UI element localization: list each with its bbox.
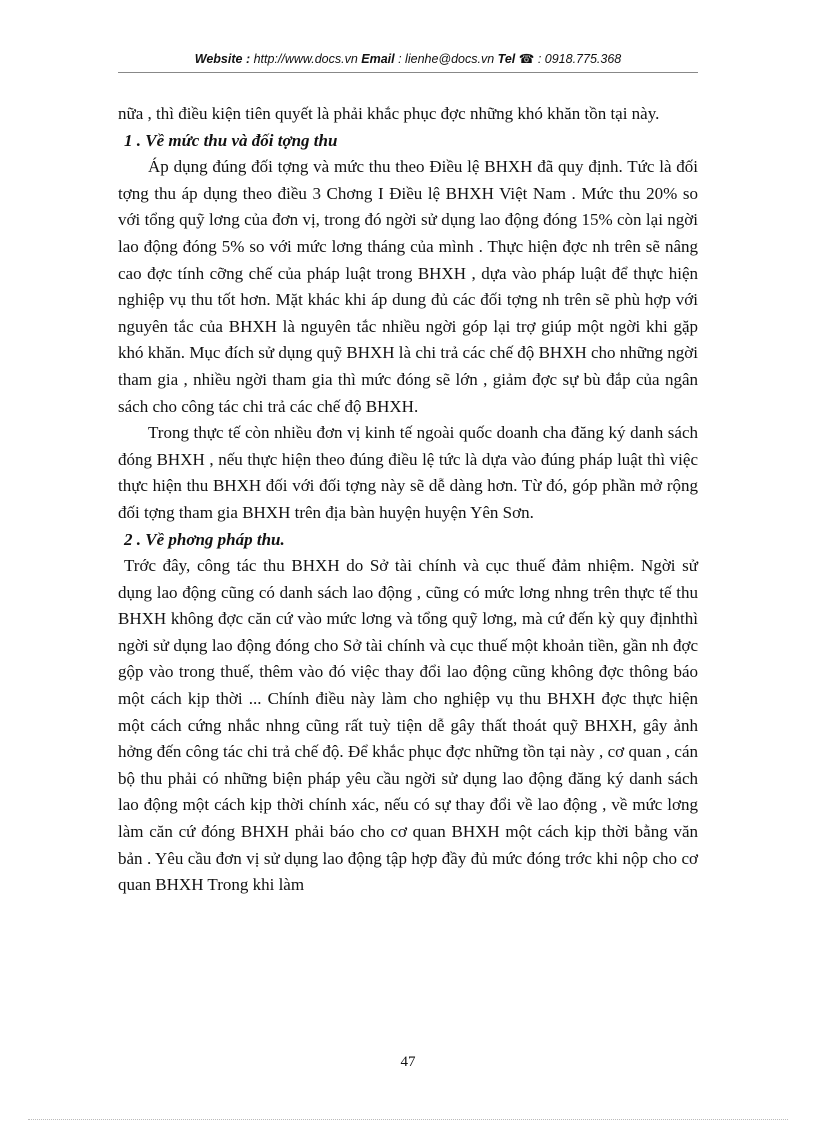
email-address: : lienhe@docs.vn xyxy=(394,52,498,66)
tel-number: : 0918.775.368 xyxy=(534,52,622,66)
section-heading-1: 1 . Về mức thu và đối tợng thu xyxy=(124,130,338,150)
tel-label: Tel xyxy=(497,52,516,66)
page-bottom-divider xyxy=(28,1119,788,1120)
paragraph-non-state-units: Trong thực tế còn nhiều đơn vị kinh tế ngoài quốc doanh cha đăng ký danh sách đóng BHXH , nếu thực hiện theo đúng điều lệ tức là dựa vào đúng pháp luật thì việc thực hiện thu BHXH đối với đối tợng này sẽ dễ dàng hơn. Từ đó, góp phần mở rộng đối tợng tham gia BHXH trên địa bàn huyện huyện Yên Sơn. xyxy=(118,423,698,522)
telephone-icon: ☎ xyxy=(518,52,535,66)
document-body xyxy=(118,101,698,899)
page-number: 47 xyxy=(400,1054,416,1070)
paragraph-collection-method: Trớc đây, công tác thu BHXH do Sở tài chính và cục thuế đảm nhiệm. Ngời sử dụng lao động cũng có danh sách lao động , cũng có mức lơng nhng trên thực tế thu BHXH không đợc căn cứ vào mức lơng và tổng quỹ lơng, mà cứ đến kỳ quy địnhthì ngời sử dụng lao động đóng cho Sở tài chính và cục thuế một khoản tiền, gần nh đợc gộp vào trong thuế, thêm vào đó việc thay đổi lao động cũng không đợc thông báo một cách kịp thời ... Chính điều này làm cho nghiệp vụ thu BHXH đợc thực hiện một cách cứng nhắc nhng cũng rất tuỳ tiện dễ gây thất thoát quỹ BHXH, gây ảnh hởng đến công tác chi trả chế độ. Để khắc phục đợc những tồn tại này , cơ quan , cán bộ thu phải có những biện pháp yêu cầu ngời sử dụng lao động đăng ký danh sách lao động một cách kịp thời chính xác, nếu có sự thay đổi về lao động , về mức lơng làm căn cứ đóng BHXH phải báo cho cơ quan BHXH một cách kịp thời bằng văn bản . Yêu cầu đơn vị sử dụng lao động tập hợp đầy đủ mức đóng trớc khi nộp cho cơ quan BHXH Trong khi làm xyxy=(118,556,698,895)
paragraph-contribution-rate: Áp dụng đúng đối tợng và mức thu theo Điều lệ BHXH đã quy định. Tức là đối tợng thu áp dụng theo điều 3 Chơng I Điều lệ BHXH Việt Nam . Mức thu 20% so với tổng quỹ lơng của đơn vị, trong đó ngời sử dụng lao động đóng 15% còn lại ngời lao động đóng 5% so với mức lơng tháng của mình . Thực hiện đợc nh trên sẽ nâng cao đợc tính cỡng chế của pháp luật trong BHXH , dựa vào pháp luật để thực hiện nghiệp vụ thu tốt hơn. Mặt khác khi áp dung đủ các đối tợng nh trên sẽ phù hợp với nguyên tắc của BHXH là nguyên tắc nhiều ngời góp lại trợ giúp một ngời khi gặp khó khăn. Mục đích sử dụng quỹ BHXH là chi trả các chế độ BHXH cho những ngời tham gia , nhiều ngời tham gia thì mức đóng sẽ lớn , giảm đợc sự bù đắp của ngân sách cho công tác chi trả các chế độ BHXH. xyxy=(118,157,698,416)
header-divider xyxy=(118,72,698,73)
section-heading-2: 2 . Về phơng pháp thu. xyxy=(124,529,285,549)
page-header xyxy=(118,51,698,66)
website-url: http://www.docs.vn xyxy=(250,52,362,66)
email-label: Email xyxy=(361,52,395,66)
website-label: Website : xyxy=(194,52,251,66)
paragraph-continuation: nữa , thì điều kiện tiên quyết là phải khắc phục đợc những khó khăn tồn tại này. xyxy=(118,104,660,123)
